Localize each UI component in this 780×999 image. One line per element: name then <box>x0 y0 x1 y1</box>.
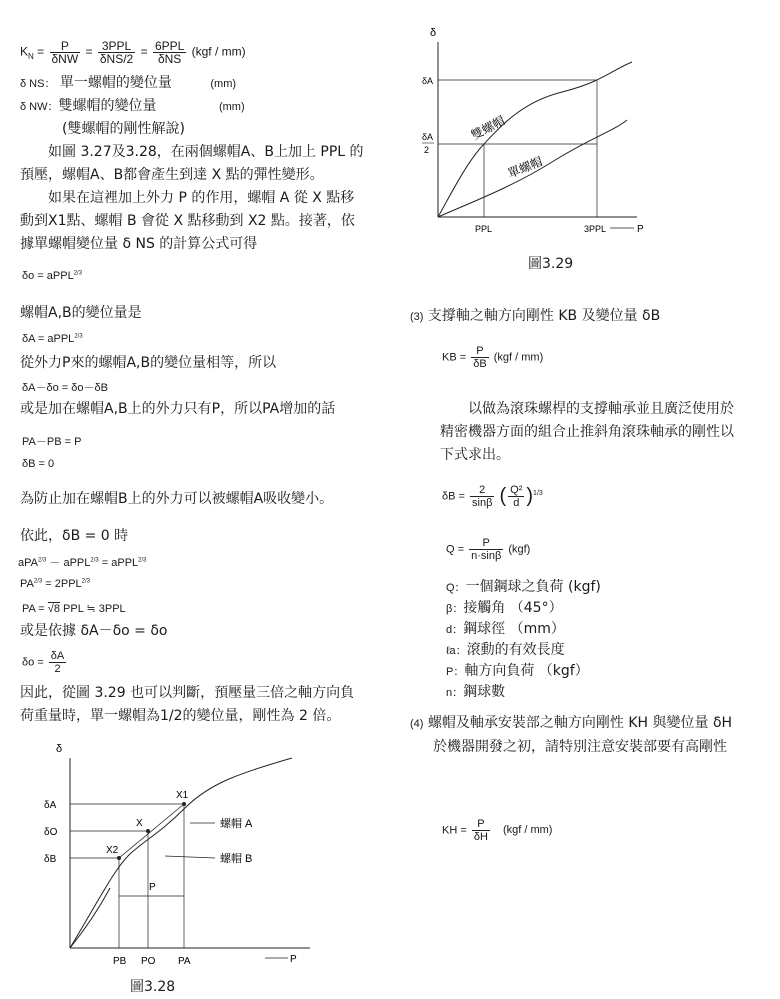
line-ab-displacement: 螺帽A,B的變位量是 <box>20 305 142 321</box>
fig329-y-axis: δ <box>430 27 437 39</box>
para1-line2: 預壓，螺帽A、B都會產生到達 X 點的彈性變形。 <box>20 167 324 183</box>
line-then: 依此，δB = 0 時 <box>20 528 129 544</box>
symbol-definitions <box>446 577 601 703</box>
fig329-single-label: 單螺帽 <box>505 154 545 181</box>
line-equal: 從外力P來的螺帽A,B的變位量相等，所以 <box>20 355 277 371</box>
formula-q: Q = $\frac{P}{n\cdot\sin\beta}$ (kgf) <box>446 537 531 562</box>
fig328-nut-a: 螺帽 A <box>220 818 253 830</box>
para2-line3: 據單螺帽變位量 δ NS 的計算公式可得 <box>20 236 258 252</box>
equation-6: aPA$^{2/3}$ － aPPL$^{2/3}$ = aPPL$^{2/3}$ <box>18 557 147 569</box>
bearing-para-line3: 下式求出。 <box>440 447 510 463</box>
def-beta: β：接觸角 （45°） <box>446 600 563 616</box>
equation-9: δo = $\frac{\delta A}{2}$ <box>22 650 65 675</box>
def-n: n：鋼球數 <box>446 684 506 700</box>
figure-3-29-caption: 圖3.29 <box>528 256 574 272</box>
fig328-x-label-o: PO <box>141 956 156 967</box>
def-la: ℓa：滾動的有效長度 <box>446 642 565 658</box>
fig328-point-x1: X1 <box>176 790 189 801</box>
fig328-y-axis: δ <box>56 743 63 755</box>
fig329-double-label: 雙螺帽 <box>468 113 508 143</box>
fig328-point-x2: X2 <box>106 845 119 856</box>
fig328-x-axis: P <box>290 954 297 965</box>
equation-1: δo = aPPL$^{2/3}$ <box>22 270 83 282</box>
def-p: P：軸方向負荷 （kgf） <box>446 663 589 679</box>
fig328-y-label-o: δO <box>44 827 58 838</box>
bearing-para-line1: 以做為滾珠螺桿的支撐軸承並且廣泛使用於 <box>468 401 734 417</box>
formula-delta-b: δB = $\frac{2}{\sin\beta}$ ( $\frac{\text{Q²}}{d}$ )$^{1/3}$ <box>442 484 543 509</box>
equation-4: PA－PB = P <box>22 436 82 448</box>
section-4-line2: 於機器開發之初，請特別注意安裝部要有高剛性 <box>433 739 727 755</box>
fig329-y-mid-den: 2 <box>424 145 430 155</box>
figure-3-28 <box>30 738 330 974</box>
para1-line1: 如圖 3.27及3.28，在兩個螺帽A、B上加上 PPL 的 <box>48 144 364 160</box>
fig329-y-top: δA <box>422 76 434 86</box>
def-d: d：鋼球徑 （mm） <box>446 621 565 637</box>
conclusion-line1: 因此，從圖 3.29 也可以判斷，預壓量三倍之軸方向負 <box>20 685 355 701</box>
fig329-y-mid-num: δA <box>422 132 434 142</box>
fig329-x-3ppl: 3PPL <box>584 224 607 234</box>
equation-5: δB = 0 <box>22 458 55 470</box>
line-absorb: 為防止加在螺帽B上的外力可以被螺帽A吸收變小。 <box>20 491 334 507</box>
fig328-p-label: P <box>149 882 156 893</box>
formula-kb: KB = $\frac{P}{\delta B}$ (kgf / mm) <box>442 345 544 370</box>
bearing-para-line2: 精密機器方面的組合止推斜角滾珠軸承的剛性以 <box>440 424 734 440</box>
fig328-y-label-b: δB <box>44 854 57 865</box>
section-3-heading: (3) 支撐軸之軸方向剛性 KB 及變位量 δB <box>410 308 661 324</box>
section-4-line1: (4) 螺帽及軸承安裝部之軸方向剛性 KH 與變位量 δH <box>410 715 733 731</box>
equation-7: $PA^{2/3} = 2PPL^{2/3}$ <box>20 578 90 590</box>
def-delta-nw: δ NW：雙螺帽的變位量 (mm) <box>20 98 245 114</box>
fig328-nut-b: 螺帽 B <box>220 853 253 865</box>
section-heading: (雙螺帽的剛性解說) <box>62 121 185 137</box>
def-q: Q：一個鋼球之負荷 (kgf) <box>446 579 601 595</box>
line-or: 或是依據 δA－δo = δo <box>20 623 168 639</box>
para2-line1: 如果在這裡加上外力 P 的作用，螺帽 A 從 X 點移 <box>48 190 355 206</box>
fig328-point-x: X <box>136 818 143 829</box>
fig328-x-label-b: PB <box>113 956 127 967</box>
para2-line2: 動到X1點、螺帽 B 會從 X 點移動到 X2 點。接著，依 <box>20 213 355 229</box>
formula-kh: KH = $\frac{P}{\delta H}$ (kgf / mm) <box>442 818 553 843</box>
formula-kn: $K_N$ = $\frac{P}{\text{δNW}}$ = $\frac{\text{3PPL}}{\text{δNS/2}}$ = $\frac{\text{6PPL}}{\text{δNS}}$ (kgf / mm) <box>20 39 246 66</box>
fig328-x-label-a: PA <box>178 956 191 967</box>
fig329-x-ppl: PPL <box>475 224 493 234</box>
def-delta-ns: δ NS： 單一螺帽的變位量 (mm) <box>20 75 237 91</box>
equation-8: PA = √8 PPL ≒ 3PPL <box>22 603 126 615</box>
figure-3-29 <box>412 22 652 237</box>
fig328-y-label-a: δA <box>44 800 57 811</box>
equation-2: δA = aPPL$^{2/3}$ <box>22 333 83 345</box>
fig329-x-axis: P <box>637 224 644 235</box>
conclusion-line2: 荷重量時，單一螺帽為1/2的變位量，剛性為 2 倍。 <box>20 708 341 724</box>
equation-3: δA－δo = δo－δB <box>22 382 108 394</box>
figure-3-28-caption: 圖3.28 <box>130 979 176 995</box>
line-force: 或是加在螺帽A,B上的外力只有P，所以PA增加的話 <box>20 401 336 417</box>
